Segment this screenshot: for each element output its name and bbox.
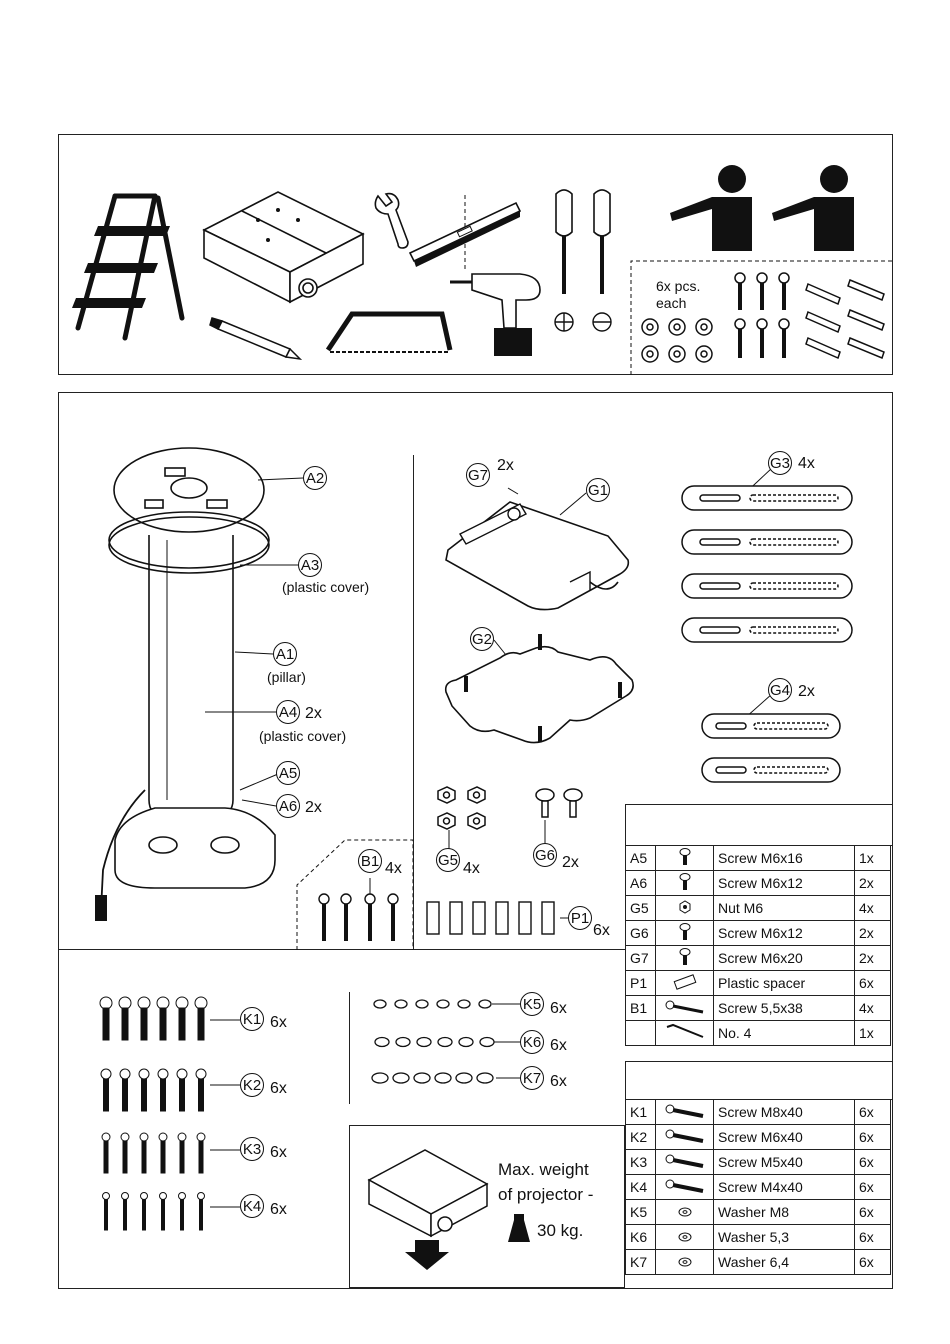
parts-table-a bbox=[625, 845, 891, 1046]
table-cell-name: Screw M6x40 bbox=[714, 1125, 855, 1150]
tag-K5: K5 bbox=[520, 992, 544, 1016]
tag-A3: A3 bbox=[298, 553, 322, 577]
screw-icon bbox=[678, 878, 692, 894]
table-cell-name: Nut M6 bbox=[714, 896, 855, 921]
table-cell-name: Washer 6,4 bbox=[714, 1250, 855, 1275]
bolt-icon bbox=[665, 1180, 705, 1196]
table-cell-name: Screw M6x12 bbox=[714, 921, 855, 946]
table-cell-name: Plastic spacer bbox=[714, 971, 855, 996]
table-row bbox=[626, 1250, 891, 1275]
wood-screw-icon bbox=[665, 1001, 705, 1017]
table-cell-name: Screw M6x12 bbox=[714, 871, 855, 896]
screws-G6-drawing bbox=[533, 787, 588, 823]
tag-K4: K4 bbox=[240, 1194, 264, 1218]
kit-note-line2: each bbox=[656, 295, 687, 311]
table-cell-qty: 2x bbox=[855, 871, 891, 896]
table-row bbox=[626, 996, 891, 1021]
qty-K3: 6x bbox=[270, 1144, 287, 1161]
washer-icon bbox=[677, 1229, 693, 1245]
qty-K5: 6x bbox=[550, 1000, 567, 1017]
table-row bbox=[626, 1225, 891, 1250]
table-cell-code: A6 bbox=[626, 871, 656, 896]
table-row bbox=[626, 1175, 891, 1200]
table-cell-name: Screw M6x20 bbox=[714, 946, 855, 971]
qty-A4: 2x bbox=[305, 705, 322, 722]
table-row bbox=[626, 1021, 891, 1046]
table-cell-name: Screw 5,5x38 bbox=[714, 996, 855, 1021]
table-cell-qty: 6x bbox=[855, 1100, 891, 1125]
note-A4: (plastic cover) bbox=[259, 728, 347, 744]
bolts-K-drawing bbox=[98, 995, 213, 1230]
table-cell-name: Screw M8x40 bbox=[714, 1100, 855, 1125]
nuts-G5-drawing bbox=[433, 785, 493, 835]
bolt-icon bbox=[665, 1130, 705, 1146]
weight-line1: Max. weight bbox=[498, 1160, 589, 1179]
table-cell-name: No. 4 bbox=[714, 1021, 855, 1046]
table-row bbox=[626, 1150, 891, 1175]
table-cell-icon bbox=[656, 871, 714, 896]
table-cell-code: K3 bbox=[626, 1150, 656, 1175]
table-row bbox=[626, 921, 891, 946]
tag-K2: K2 bbox=[240, 1073, 264, 1097]
spacer-icon bbox=[673, 975, 697, 991]
screw-icon bbox=[678, 928, 692, 944]
table-cell-icon bbox=[656, 946, 714, 971]
table-row bbox=[626, 946, 891, 971]
tag-G7: G7 bbox=[466, 463, 490, 487]
table-cell-code: B1 bbox=[626, 996, 656, 1021]
tag-A2: A2 bbox=[303, 466, 327, 490]
qty-G5: 4x bbox=[463, 860, 480, 877]
table-cell-code: K5 bbox=[626, 1200, 656, 1225]
weight-value: 30 kg. bbox=[537, 1221, 584, 1240]
table-cell-qty: 4x bbox=[855, 896, 891, 921]
qty-A6: 2x bbox=[305, 799, 322, 816]
table-cell-qty: 2x bbox=[855, 921, 891, 946]
qty-K7: 6x bbox=[550, 1073, 567, 1090]
kit-note-line1: 6x pcs. bbox=[656, 278, 701, 294]
tag-A4: A4 bbox=[276, 700, 300, 724]
tag-G3: G3 bbox=[768, 451, 792, 475]
table-cell-icon bbox=[656, 1125, 714, 1150]
nut-icon bbox=[678, 901, 692, 917]
tag-K3: K3 bbox=[240, 1137, 264, 1161]
table-cell-qty: 1x bbox=[855, 846, 891, 871]
table-cell-icon bbox=[656, 1100, 714, 1125]
table-cell-name: Washer M8 bbox=[714, 1200, 855, 1225]
tag-B1: B1 bbox=[358, 849, 382, 873]
bars-G4-drawing bbox=[700, 710, 845, 785]
projector-weight-icon bbox=[365, 1148, 490, 1273]
washers-K-drawing bbox=[372, 994, 497, 1089]
tag-G5: G5 bbox=[436, 848, 460, 872]
table-cell-icon bbox=[656, 846, 714, 871]
screws-B1-drawing bbox=[315, 893, 405, 945]
table-row bbox=[626, 971, 891, 996]
qty-P1: 6x bbox=[593, 922, 610, 939]
table-cell-qty: 2x bbox=[855, 946, 891, 971]
table-cell-code: K7 bbox=[626, 1250, 656, 1275]
table-row bbox=[626, 1200, 891, 1225]
table-cell-icon bbox=[656, 1175, 714, 1200]
tag-G1: G1 bbox=[586, 478, 610, 502]
qty-G7: 2x bbox=[497, 457, 514, 474]
table-cell-code: K6 bbox=[626, 1225, 656, 1250]
table-cell-icon bbox=[656, 1200, 714, 1225]
table-cell-code: P1 bbox=[626, 971, 656, 996]
table-cell-qty: 6x bbox=[855, 1200, 891, 1225]
table-cell-name: Screw M4x40 bbox=[714, 1175, 855, 1200]
table-cell-code: K4 bbox=[626, 1175, 656, 1200]
qty-K2: 6x bbox=[270, 1080, 287, 1097]
qty-G6: 2x bbox=[562, 854, 579, 871]
table-cell-icon bbox=[656, 1250, 714, 1275]
tag-G6: G6 bbox=[533, 843, 557, 867]
bolt-icon bbox=[665, 1155, 705, 1171]
qty-B1: 4x bbox=[385, 860, 402, 877]
table-row bbox=[626, 1125, 891, 1150]
qty-K4: 6x bbox=[270, 1201, 287, 1218]
washer-icon bbox=[677, 1204, 693, 1220]
table-k-header-blank bbox=[625, 1061, 893, 1100]
table-cell-icon bbox=[656, 1225, 714, 1250]
table-cell-qty: 4x bbox=[855, 996, 891, 1021]
screw-icon bbox=[678, 853, 692, 869]
tag-G2: G2 bbox=[470, 627, 494, 651]
table-cell-code: G5 bbox=[626, 896, 656, 921]
table-cell-code: A5 bbox=[626, 846, 656, 871]
table-cell-code: G6 bbox=[626, 921, 656, 946]
table-cell-icon bbox=[656, 971, 714, 996]
tag-K7: K7 bbox=[520, 1066, 544, 1090]
tag-A1: A1 bbox=[273, 642, 297, 666]
table-cell-qty: 1x bbox=[855, 1021, 891, 1046]
table-cell-code: K2 bbox=[626, 1125, 656, 1150]
table-cell-icon bbox=[656, 896, 714, 921]
plate-G1-drawing bbox=[440, 490, 640, 615]
kettlebell-icon bbox=[506, 1212, 532, 1244]
table-cell-name: Screw M6x16 bbox=[714, 846, 855, 871]
allen-key-icon bbox=[665, 1028, 705, 1044]
plate-G2-drawing bbox=[440, 630, 640, 750]
table-cell-code: K1 bbox=[626, 1100, 656, 1125]
qty-G4: 2x bbox=[798, 683, 815, 700]
table-cell-qty: 6x bbox=[855, 1250, 891, 1275]
bars-G3-drawing bbox=[680, 482, 855, 647]
tag-P1: P1 bbox=[568, 906, 592, 930]
screw-icon bbox=[678, 953, 692, 969]
note-A3: (plastic cover) bbox=[282, 579, 370, 595]
parts-table-k bbox=[625, 1099, 891, 1275]
table-row bbox=[626, 846, 891, 871]
table-cell-qty: 6x bbox=[855, 1225, 891, 1250]
table-cell-qty: 6x bbox=[855, 1175, 891, 1200]
table-cell-name: Screw M5x40 bbox=[714, 1150, 855, 1175]
weight-line2: of projector - bbox=[498, 1185, 594, 1204]
table-cell-icon bbox=[656, 1021, 714, 1046]
washer-icon bbox=[677, 1254, 693, 1270]
note-A1: (pillar) bbox=[267, 669, 306, 685]
table-cell-icon bbox=[656, 996, 714, 1021]
table-row bbox=[626, 896, 891, 921]
tag-G4: G4 bbox=[768, 678, 792, 702]
table-cell-code bbox=[626, 1021, 656, 1046]
spacers-P1-drawing bbox=[425, 898, 560, 938]
tag-A6: A6 bbox=[276, 794, 300, 818]
table-cell-code: G7 bbox=[626, 946, 656, 971]
table-header-blank bbox=[625, 804, 893, 846]
table-cell-qty: 6x bbox=[855, 1150, 891, 1175]
qty-K6: 6x bbox=[550, 1037, 567, 1054]
table-row bbox=[626, 871, 891, 896]
tag-K6: K6 bbox=[520, 1030, 544, 1054]
table-cell-qty: 6x bbox=[855, 971, 891, 996]
table-cell-name: Washer 5,3 bbox=[714, 1225, 855, 1250]
table-cell-qty: 6x bbox=[855, 1125, 891, 1150]
table-row bbox=[626, 1100, 891, 1125]
table-cell-icon bbox=[656, 1150, 714, 1175]
table-cell-icon bbox=[656, 921, 714, 946]
qty-G3: 4x bbox=[798, 455, 815, 472]
qty-K1: 6x bbox=[270, 1014, 287, 1031]
tag-A5: A5 bbox=[276, 761, 300, 785]
tag-K1: K1 bbox=[240, 1007, 264, 1031]
bolt-icon bbox=[665, 1105, 705, 1121]
